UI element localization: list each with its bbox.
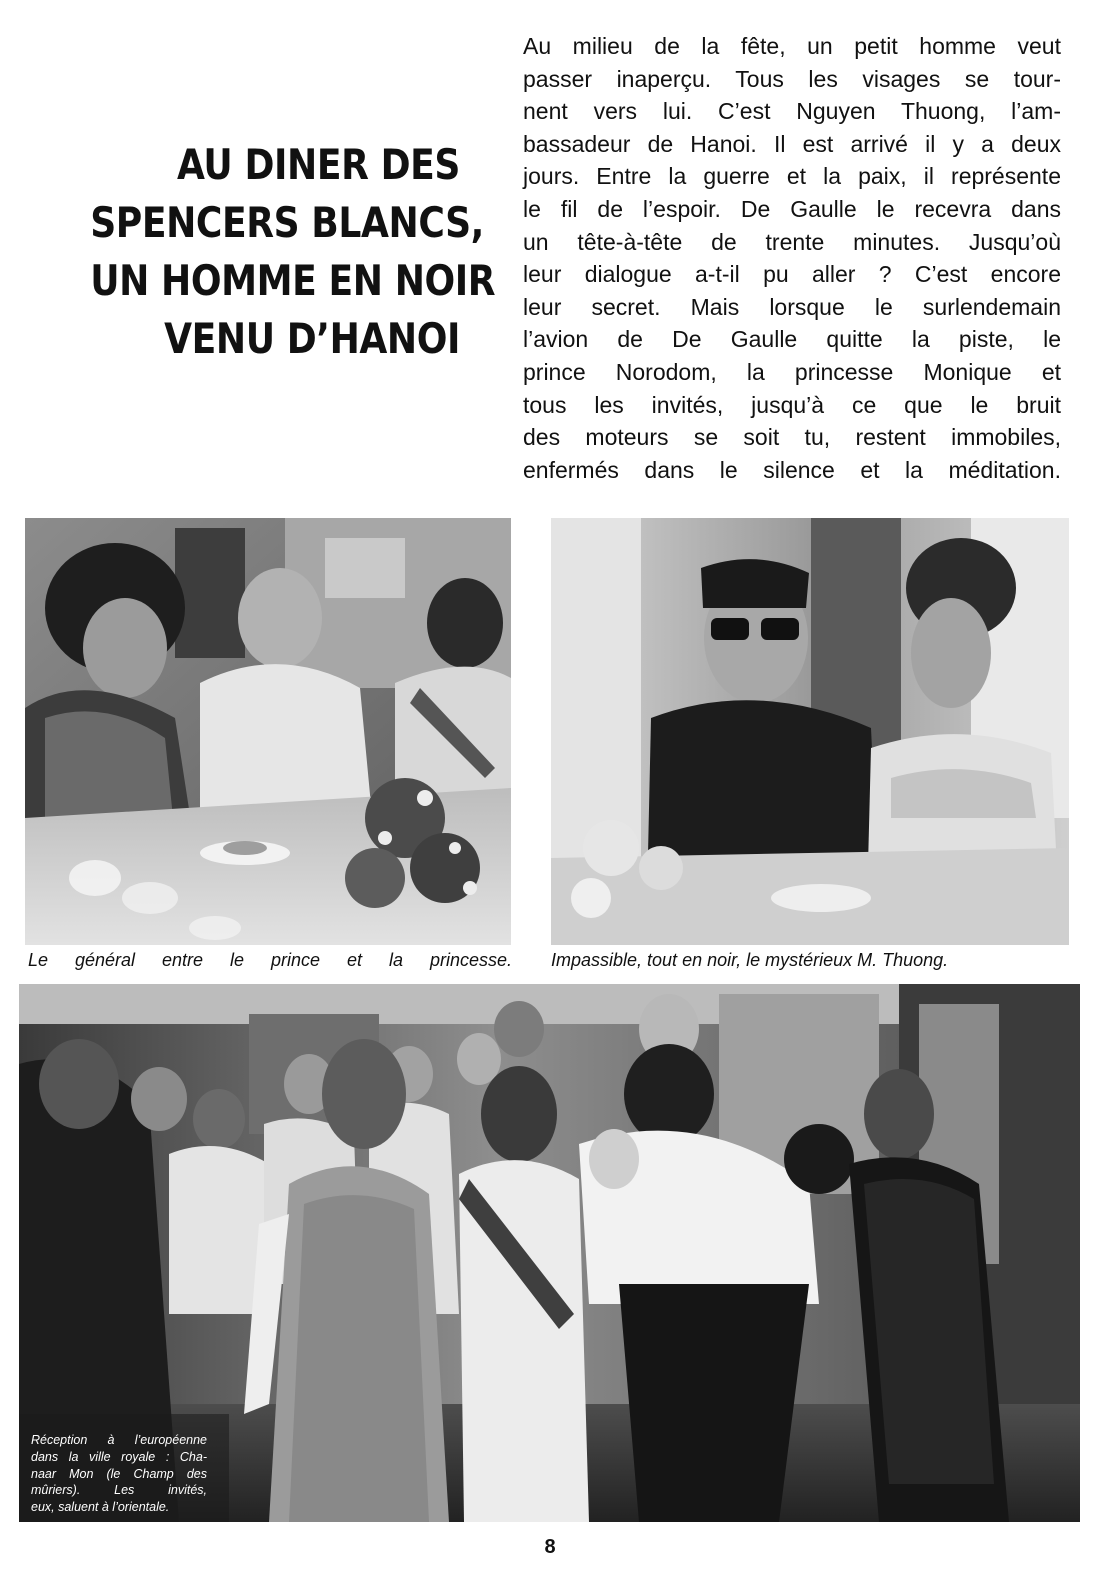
body-line: leur secret. Mais lorsque le surlendemain	[523, 293, 1061, 320]
reception-caption-line: dans la ville royale : Cha-	[31, 1449, 207, 1464]
reception-caption-line: naar Mon (le Champ des	[31, 1466, 207, 1481]
body-line: nent vers lui. C’est Nguyen Thuong, l’am-	[523, 98, 1061, 125]
reception-caption-line: mûriers). Les invités,	[31, 1483, 207, 1498]
reception-caption-line: Réception à l’européenne	[31, 1433, 207, 1447]
article-body	[523, 30, 1061, 486]
body-line: jours. Entre la guerre et la paix, il représente	[523, 163, 1061, 190]
headline	[90, 136, 496, 368]
body-line: enfermés dans le silence et la méditation.	[523, 456, 1061, 483]
body-line: un tête-à-tête de trente minutes. Jusqu’où	[523, 228, 1061, 255]
body-line: bassadeur de Hanoi. Il est arrivé il y a deux	[523, 130, 1061, 157]
reception-caption	[31, 1432, 207, 1516]
body-line: l’avion de De Gaulle quitte la piste, le	[523, 326, 1061, 353]
thuong-photo	[551, 518, 1069, 945]
dinner-caption: Le général entre le prince et la princesse.	[28, 950, 512, 970]
headline-line: AU DINER DES	[177, 140, 461, 190]
headline-line: UN HOMME EN NOIR	[90, 256, 496, 306]
body-line: prince Norodom, la princesse Monique et	[523, 358, 1061, 385]
thuong-photo-image	[551, 518, 1069, 945]
dinner-photo	[25, 518, 511, 945]
body-line: leur dialogue a-t-il pu aller ? C’est encore	[523, 261, 1061, 288]
body-line: Au milieu de la fête, un petit homme veut	[523, 33, 1061, 59]
reception-caption-line: eux, saluent à l’orientale.	[31, 1500, 170, 1515]
headline-line: SPENCERS BLANCS,	[90, 198, 484, 248]
page-number: 8	[544, 1536, 556, 1558]
body-line: tous les invités, jusqu’à ce que le bruit	[523, 391, 1061, 418]
dinner-photo-image	[25, 518, 511, 945]
body-line: passer inaperçu. Tous les visages se tour-	[523, 65, 1061, 92]
body-line: des moteurs se soit tu, restent immobiles,	[523, 424, 1061, 451]
thuong-caption: Impassible, tout en noir, le mystérieux M. Thuong.	[551, 950, 949, 970]
body-line: le fil de l’espoir. De Gaulle le recevra dans	[523, 195, 1061, 222]
headline-line: VENU D’HANOI	[164, 314, 460, 364]
